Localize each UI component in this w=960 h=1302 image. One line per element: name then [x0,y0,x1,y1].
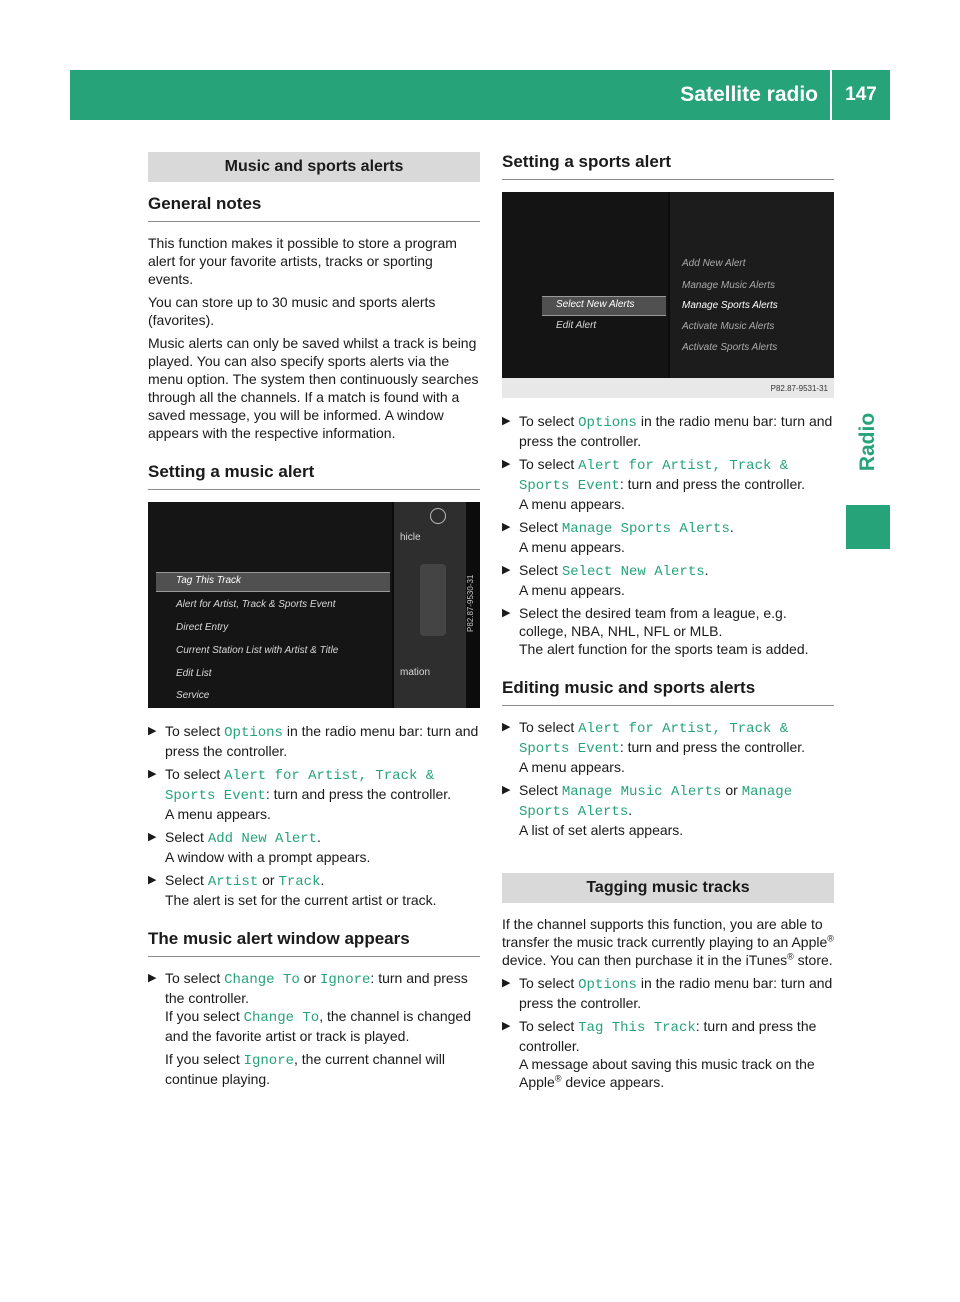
step-text: or [721,782,742,798]
menu-option: Ignore [320,972,371,988]
registered-mark: ® [827,933,834,944]
section-heading-music-sports-alerts: Music and sports alerts [148,152,480,182]
step [148,828,480,866]
step-result: device appears. [561,1074,665,1090]
step-text: To select [519,1018,579,1034]
step-result: A menu appears. [519,496,625,512]
step-text: . [704,562,709,578]
window-steps [148,969,480,1088]
step-text: . [320,872,325,888]
heading-general-notes: General notes [148,194,480,222]
menu-option: Manage Sports Alerts [561,521,730,537]
menu-item-select-new-alerts: Select New Alerts [556,299,635,310]
step [148,969,480,1045]
heading-window-appears: The music alert window appears [148,929,480,957]
registered-mark: ® [554,1073,562,1084]
submenu-item-activate-music: Activate Music Alerts [682,321,775,332]
step-result: The alert is set for the current artist or track. [165,892,437,908]
step [502,518,834,556]
step-text: . [729,519,734,535]
paragraph [502,915,834,969]
heading-setting-music-alert: Setting a music alert [148,462,480,490]
step-arrow-icon: ▶ [502,784,511,796]
step-text: To select [165,766,225,782]
step-text: . [628,802,633,818]
menu-option: Change To [243,1010,320,1026]
paragraph: You can store up to 30 music and sports alerts (favorites). [148,294,436,328]
menu-item-edit-list: Edit List [176,668,212,679]
step-text: Select the desired team from a league, e.g. college, NBA, NHL, NFL or MLB. [519,605,787,639]
step-arrow-icon: ▶ [502,415,511,427]
submenu-item-manage-music: Manage Music Alerts [682,280,775,291]
menu-option: Add New Alert [207,831,318,847]
menu-option: Alert for Artist, Track & Sports Event [165,768,435,804]
menu-option: Manage Sports Alerts [519,784,793,820]
editing-steps [502,718,834,839]
step-text: or [299,970,320,986]
sports-alert-steps [502,412,834,658]
paragraph-text: If the channel supports this function, you are able to transfer the music track currently playing to an Apple [502,916,828,950]
step-text: : turn and press the controller. [619,739,806,755]
step-text: : turn and press the controller. [519,1018,817,1054]
menu-item-direct-entry: Direct Entry [176,622,229,633]
step-text: If you select [165,1051,244,1067]
step [502,1017,834,1091]
step-arrow-icon: ▶ [502,607,511,619]
step-text: , the current channel will continue playing. [165,1051,445,1087]
step-text: To select [519,413,579,429]
side-tab-block [846,505,890,549]
menu-option: Options [578,977,637,993]
section-heading-tagging-tracks: Tagging music tracks [502,873,834,903]
step-text: To select [165,970,225,986]
step [148,765,480,823]
right-column [502,152,834,1097]
step-text: To select [519,456,579,472]
menu-option: Tag This Track [578,1020,696,1036]
menu-option: Manage Music Alerts [561,784,722,800]
page-header [70,70,890,120]
step-result: A menu appears. [519,582,625,598]
step-text: : turn and press the controller. [265,786,452,802]
menu-item-alert-artist: Alert for Artist, Track & Sports Event [176,599,336,610]
side-item-vehicle: hicle [400,532,421,543]
step [148,722,480,760]
chapter-title: Satellite radio [680,83,818,106]
menu-item-tag-this-track: Tag This Track [176,575,242,586]
menu-option: Artist [207,874,259,890]
side-tab-text: Radio [856,412,879,472]
compass-icon [430,508,446,524]
step-text: in the radio menu bar: turn and press the controller. [519,975,833,1011]
step-result: A window with a prompt appears. [165,849,371,865]
step-text: To select [165,723,225,739]
menu-item-station-list: Current Station List with Artist & Title [176,645,339,656]
step-result: A menu appears. [519,759,625,775]
step-arrow-icon: ▶ [502,721,511,733]
step-arrow-icon: ▶ [502,521,511,533]
step-arrow-icon: ▶ [502,458,511,470]
registered-mark: ® [787,951,794,962]
paragraph: This function makes it possible to store a program alert for your favorite artists, tracks or sporting events. [148,235,457,287]
step-arrow-icon: ▶ [502,564,511,576]
step-result: The alert function for the sports team is added. [519,641,809,657]
heading-setting-sports-alert: Setting a sports alert [502,152,834,180]
step [502,974,834,1012]
step-text: : turn and press the controller. [619,476,806,492]
step-result: A list of set alerts appears. [519,822,684,838]
step-text: Select [519,562,562,578]
submenu-item-manage-sports: Manage Sports Alerts [682,300,778,311]
menu-item-service: Service [176,690,210,701]
figure-id: P82.87-9531-31 [770,384,828,393]
step-result: A message about saving this music track on the Apple [519,1056,815,1090]
step-arrow-icon: ▶ [148,972,157,984]
menu-item-edit-alert: Edit Alert [556,320,597,331]
step-arrow-icon: ▶ [148,725,157,737]
step-text: Select [165,872,208,888]
menu-panel [502,192,668,378]
step-text: . [317,829,321,845]
figure-id: P82.87-9530-31 [466,574,475,632]
step-text: To select [519,719,579,735]
step-arrow-icon: ▶ [148,768,157,780]
page-number: 147 [845,84,877,105]
menu-option: Alert for Artist, Track & Sports Event [519,458,789,494]
step-arrow-icon: ▶ [502,1020,511,1032]
step-arrow-icon: ▶ [148,874,157,886]
sports-alert-screenshot [502,192,834,398]
heading-editing-alerts: Editing music and sports alerts [502,678,834,706]
controller-graphic [420,564,446,636]
submenu-item-activate-sports: Activate Sports Alerts [682,342,778,353]
music-alert-steps [148,722,480,909]
step-arrow-icon: ▶ [502,977,511,989]
step-text: Select [165,829,208,845]
step-text: Select [519,782,562,798]
step-text: or [258,872,279,888]
submenu-item-add-new-alert: Add New Alert [682,258,746,269]
step [148,871,480,909]
music-alert-screenshot [148,502,480,708]
step-result: A menu appears. [165,806,271,822]
left-column [148,152,480,1094]
tagging-steps [502,974,834,1091]
step [502,718,834,776]
step [502,412,834,450]
menu-option: Track [278,874,321,890]
menu-option: Change To [224,972,300,988]
paragraph-text: device. You can then purchase it in the iTunes [502,952,788,968]
menu-option: Select New Alerts [561,564,705,580]
step [502,561,834,599]
step-text: in the radio menu bar: turn and press the controller. [519,413,833,449]
paragraph-text: store. [793,952,833,968]
step-text: , the channel is changed and the favorite artist or track is played. [165,1008,471,1044]
side-item-information: mation [400,667,431,678]
menu-option: Options [578,415,637,431]
step-text: If you select [165,1008,244,1024]
menu-option: Options [224,725,283,741]
step-continuation [148,1050,480,1088]
step-text: Select [519,519,562,535]
menu-option: Alert for Artist, Track & Sports Event [519,721,789,757]
step [502,455,834,513]
step-result: A menu appears. [519,539,625,555]
menu-option: Ignore [243,1053,295,1069]
step-text: in the radio menu bar: turn and press the controller. [165,723,479,759]
step [502,604,834,658]
step-text: : turn and press the controller. [165,970,468,1006]
step [502,781,834,839]
step-arrow-icon: ▶ [148,831,157,843]
step-text: To select [519,975,579,991]
paragraph: Music alerts can only be saved whilst a track is being played. You can also specify sports alerts via the menu option. The system then continuously searches through all the channels. If a match is found with a saved message, you will be informed. A window appears with the respective information. [148,335,479,441]
side-tab-label [846,392,890,492]
